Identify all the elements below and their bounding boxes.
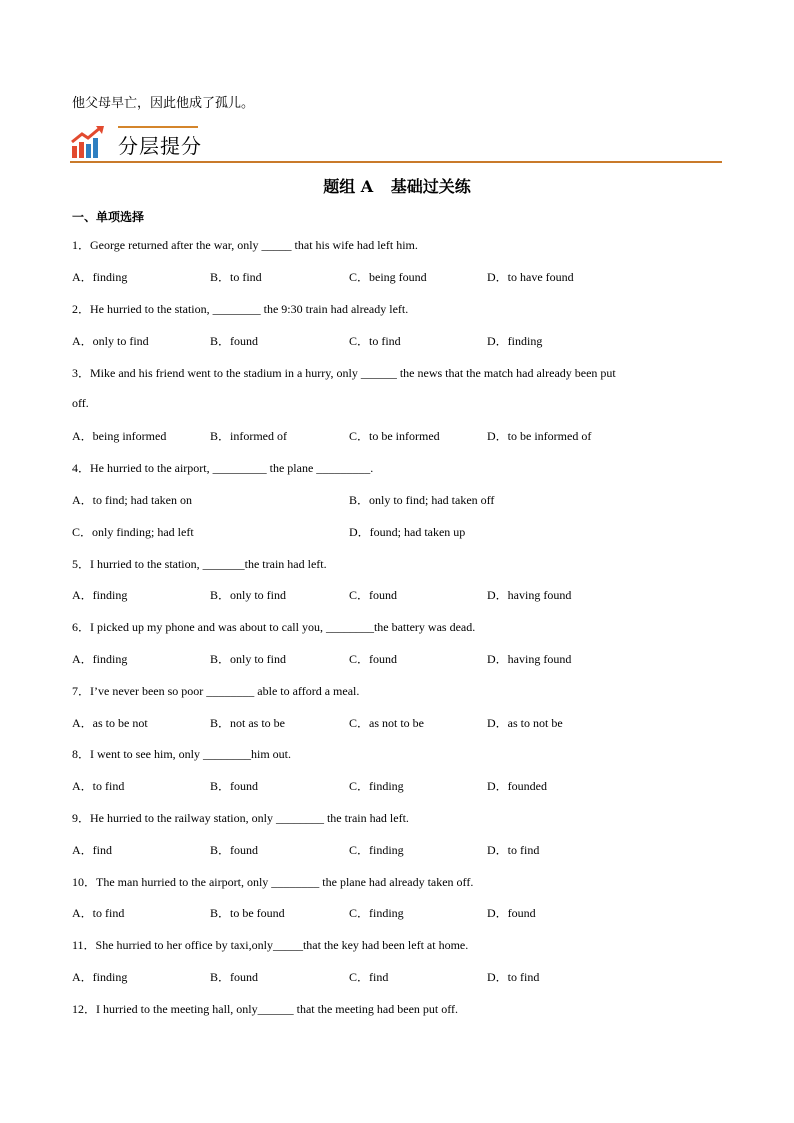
option: C．as not to be xyxy=(349,716,424,730)
option: D．founded xyxy=(487,779,547,793)
option: C．being found xyxy=(349,270,427,284)
option: C．finding xyxy=(349,779,404,793)
question-stem: 11．She hurried to her office by taxi,only_____that the key had been left at home. xyxy=(72,938,469,952)
option: A．finding xyxy=(72,588,128,602)
option: A．finding xyxy=(72,270,128,284)
option: C．find xyxy=(349,970,389,984)
question-stem: 7．I’ve never been so poor ________ able to afford a meal. xyxy=(72,684,360,698)
option: D．to be informed of xyxy=(487,429,592,443)
option: D．found xyxy=(487,906,536,920)
option: A．to find; had taken on xyxy=(72,493,192,507)
question-stem: 3．Mike and his friend went to the stadium in a hurry, only ______ the news that the match had already been put xyxy=(72,366,616,380)
option: C．to find xyxy=(349,334,401,348)
group-title xyxy=(0,174,794,197)
option: D．having found xyxy=(487,652,572,666)
option: D．having found xyxy=(487,588,572,602)
option: A．find xyxy=(72,843,112,857)
question-stem-continued: off. xyxy=(72,396,89,410)
option: D．as to not be xyxy=(487,716,563,730)
option: A．only to find xyxy=(72,334,149,348)
option: B．found xyxy=(210,843,259,857)
option: B．to be found xyxy=(210,906,285,920)
section-label: 一、单项选择 xyxy=(72,210,145,224)
question-stem: 2．He hurried to the station, ________ the 9:30 train had already left. xyxy=(72,302,409,316)
option: B．not as to be xyxy=(210,716,285,730)
group-title-b: 基础过关练 xyxy=(390,177,471,196)
banner-rule xyxy=(70,161,722,163)
option: B．found xyxy=(210,779,259,793)
option: B．only to find; had taken off xyxy=(349,493,495,507)
group-title-a: 题组 A xyxy=(323,177,374,196)
bar-chart-arrow-icon xyxy=(70,124,106,160)
option: A．finding xyxy=(72,652,128,666)
question-stem: 9．He hurried to the railway station, only ________ the train had left. xyxy=(72,811,409,825)
intro-sentence: 他父母早亡，因此他成了孤儿。 xyxy=(72,96,255,111)
option: A．to find xyxy=(72,779,125,793)
question-stem: 1．George returned after the war, only _____ that his wife had left him. xyxy=(72,238,418,252)
option: A．as to be not xyxy=(72,716,148,730)
option: A．to find xyxy=(72,906,125,920)
question-stem: 10．The man hurried to the airport, only ________ the plane had already taken off. xyxy=(72,875,474,889)
option: C．finding xyxy=(349,843,404,857)
option: B．found xyxy=(210,334,259,348)
question-stem: 12．I hurried to the meeting hall, only______ that the meeting had been put off. xyxy=(72,1002,459,1016)
banner-accent-line xyxy=(118,126,198,128)
option: C．only finding; had left xyxy=(72,525,194,539)
option: D．to have found xyxy=(487,270,574,284)
question-stem: 8．I went to see him, only ________him out. xyxy=(72,747,291,761)
option: C．found xyxy=(349,588,398,602)
option: C．to be informed xyxy=(349,429,440,443)
option: D．to find xyxy=(487,970,540,984)
question-stem: 6．I picked up my phone and was about to call you, ________the battery was dead. xyxy=(72,620,476,634)
option: D．found; had taken up xyxy=(349,525,466,539)
banner-title: 分层提分 xyxy=(118,134,202,158)
option: C．finding xyxy=(349,906,404,920)
section-banner xyxy=(70,120,722,164)
option: C．found xyxy=(349,652,398,666)
option: B．found xyxy=(210,970,259,984)
question-stem: 5．I hurried to the station, _______the train had left. xyxy=(72,557,327,571)
question-stem: 4．He hurried to the airport, _________ the plane _________. xyxy=(72,461,374,475)
option: A．finding xyxy=(72,970,128,984)
option: B．to find xyxy=(210,270,262,284)
option: B．informed of xyxy=(210,429,287,443)
option: A．being informed xyxy=(72,429,167,443)
option: B．only to find xyxy=(210,652,287,666)
option: B．only to find xyxy=(210,588,287,602)
option: D．finding xyxy=(487,334,543,348)
option: D．to find xyxy=(487,843,540,857)
